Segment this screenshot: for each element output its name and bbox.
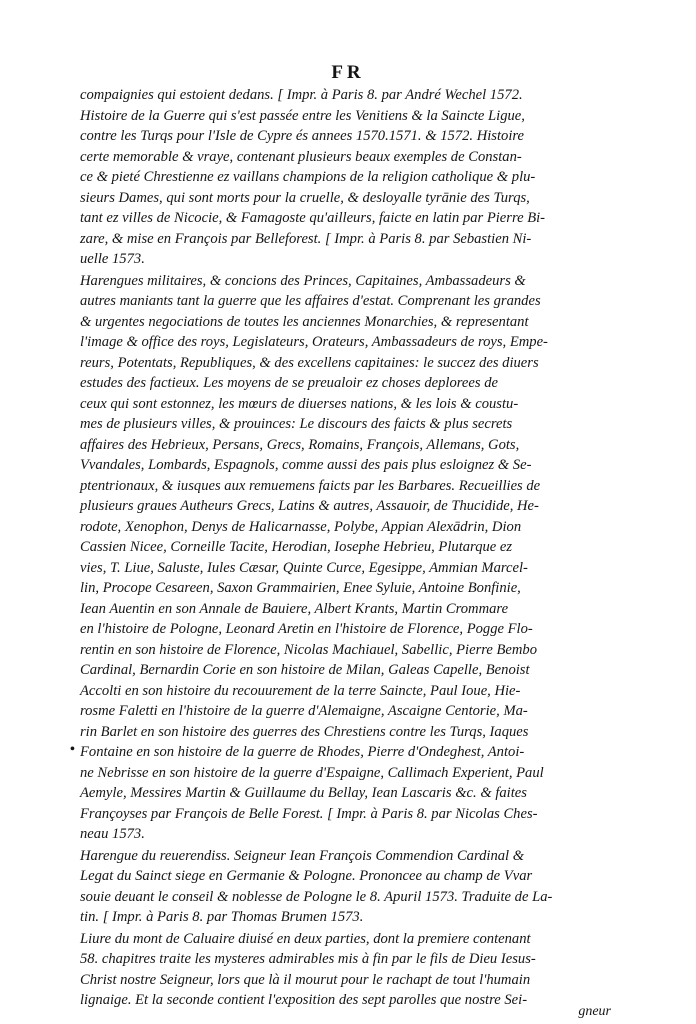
- text-line: Harengue du reuerendiss. Seigneur Iean François Commendion Cardinal &: [80, 847, 525, 864]
- text-line: Cassien Nicee, Corneille Tacite, Herodian, Iosephe Hebrieu, Plutarque ez: [80, 539, 513, 555]
- text-line: ceux qui sont estonnez, les mœurs de diuerses nations, & les lois & coustu-: [80, 395, 519, 412]
- text-line: rosme Faletti en l'histoire de la guerre d'Alemaigne, Ascaigne Centorie, Ma-: [80, 703, 528, 719]
- entry-harengues-militaires: [80, 271, 608, 845]
- text-line: Aemyle, Messires Martin & Guillaume du Bellay, Iean Lascaris &c. & faites: [80, 785, 527, 801]
- catchword: gneur: [578, 1004, 611, 1019]
- text-line: Harengues militaires, & concions des Princes, Capitaines, Ambassadeurs &: [80, 272, 526, 289]
- text-line: tant ez villes de Nicocie, & Famagoste qu'ailleurs, faicte en latin par Pierre Bi-: [80, 210, 546, 226]
- text-line: ce & pieté Chrestienne ez vaillans champions de la religion catholique & plu-: [80, 169, 536, 185]
- text-line: sieurs Dames, qui sont morts pour la cruelle, & desloyalle tyrānie des Turqs,: [80, 189, 530, 206]
- text-line: reurs, Potentats, Republiques, & des excellens capitaines: le succez des diuers: [80, 354, 539, 371]
- margin-bullet: •: [70, 742, 75, 757]
- text-line: rodote, Xenophon, Denys de Halicarnasse, Polybe, Appian Alexādrin, Dion: [80, 518, 522, 535]
- text-line: affaires des Hebrieux, Persans, Grecs, Romains, François, Allemans, Gots,: [80, 436, 520, 453]
- entry-histoire-guerre-cypre: [80, 85, 608, 270]
- text-line: vies, T. Liue, Saluste, Iules Cæsar, Quinte Curce, Egesippe, Ammian Marcel-: [80, 559, 528, 576]
- text-line: plusieurs graues Autheurs Grecs, Latins & autres, Assauoir, de Thucidide, He-: [80, 498, 539, 514]
- text-line: 58. chapitres traite les mysteres admirables mis à fin par le fils de Dieu Iesus-: [80, 951, 536, 967]
- text-line: Christ nostre Seigneur, lors que là il mourut pour le rachapt de tout l'humain: [80, 971, 531, 988]
- text-line: estudes des factieux. Les moyens de se preualoir ez choses deplorees de: [80, 375, 498, 391]
- text-line: rentin en son histoire de Florence, Nicolas Machiauel, Sabellic, Pierre Bembo: [80, 641, 538, 658]
- text-line: en l'histoire de Pologne, Leonard Aretin en l'histoire de Florence, Pogge Flo-: [80, 621, 533, 637]
- text-line: certe memorable & vraye, contenant plusieurs beaux exemples de Constan-: [80, 148, 522, 165]
- text-line: lignaige. Et la seconde contient l'exposition des sept parolles que nostre Sei-: [80, 992, 528, 1008]
- text-line: zare, & mise en François par Belleforest. [ Impr. à Paris 8. par Sebastien Ni-: [80, 230, 532, 247]
- text-line: & urgentes negociations de toutes les anciennes Monarchies, & representant: [80, 313, 529, 330]
- text-line: Legat du Sainct siege en Germanie & Pologne. Prononcee au champ de Vvar: [80, 868, 533, 884]
- text-line: rin Barlet en son histoire des guerres des Chrestiens contre les Turqs, Iaques: [80, 723, 529, 740]
- text-line: contre les Turqs pour l'Isle de Cypre és annees 1570.1571. & 1572. Histoire: [80, 128, 525, 144]
- running-header: FR: [331, 62, 365, 83]
- text-line: tin. [ Impr. à Paris 8. par Thomas Brumen 1573.: [80, 909, 364, 925]
- text-line: mes de plusieurs villes, & prouinces: Le discours des faicts & plus secrets: [80, 416, 513, 432]
- text-line: Liure du mont de Caluaire diuisé en deux parties, dont la premiere contenant: [80, 930, 531, 947]
- text-line: neau 1573.: [80, 826, 145, 842]
- text-line: Histoire de la Guerre qui s'est passée entre les Venitiens & la Saincte Ligue,: [80, 107, 525, 124]
- text-line: compaignies qui estoient dedans. [ Impr. à Paris 8. par André Wechel 1572.: [80, 87, 523, 103]
- text-line: Iean Auentin en son Annale de Bauiere, Albert Krants, Martin Crommare: [80, 600, 509, 617]
- text-line: Françoyses par François de Belle Forest. [ Impr. à Paris 8. par Nicolas Ches-: [80, 805, 538, 822]
- text-line: Vvandales, Lombards, Espagnols, comme aussi des pais plus esloignez & Se-: [80, 457, 532, 473]
- text-line: l'image & office des roys, Legislateurs, Orateurs, Ambassadeurs de roys, Empe-: [80, 334, 548, 350]
- text-line: souie deuant le conseil & noblesse de Pologne le 8. Apuril 1573. Traduite de La-: [80, 888, 553, 905]
- bibliography-body: [80, 85, 608, 1011]
- text-line: uelle 1573.: [80, 251, 145, 267]
- text-line: autres maniants tant la guerre que les affaires d'estat. Comprenant les grandes: [80, 293, 541, 309]
- entry-liure-mont-caluaire: [80, 929, 608, 1011]
- text-line: ne Nebrisse en son histoire de la guerre d'Espaigne, Callimach Experient, Paul: [80, 764, 544, 781]
- entry-harengue-commendion: [80, 846, 608, 928]
- text-line: lin, Procope Cesareen, Saxon Grammairien, Enee Syluie, Antoine Bonfinie,: [80, 580, 521, 596]
- text-line: Cardinal, Bernardin Corie en son histoire de Milan, Galeas Capelle, Benoist: [80, 662, 530, 678]
- text-line: ptentrionaux, & iusques aux remuemens faicts par les Barbares. Recueillies de: [80, 477, 541, 494]
- text-line: Fontaine en son histoire de la guerre de Rhodes, Pierre d'Ondeghest, Antoi-: [80, 744, 525, 760]
- text-line: Accolti en son histoire du recouurement de la terre Saincte, Paul Ioue, Hie-: [80, 682, 521, 699]
